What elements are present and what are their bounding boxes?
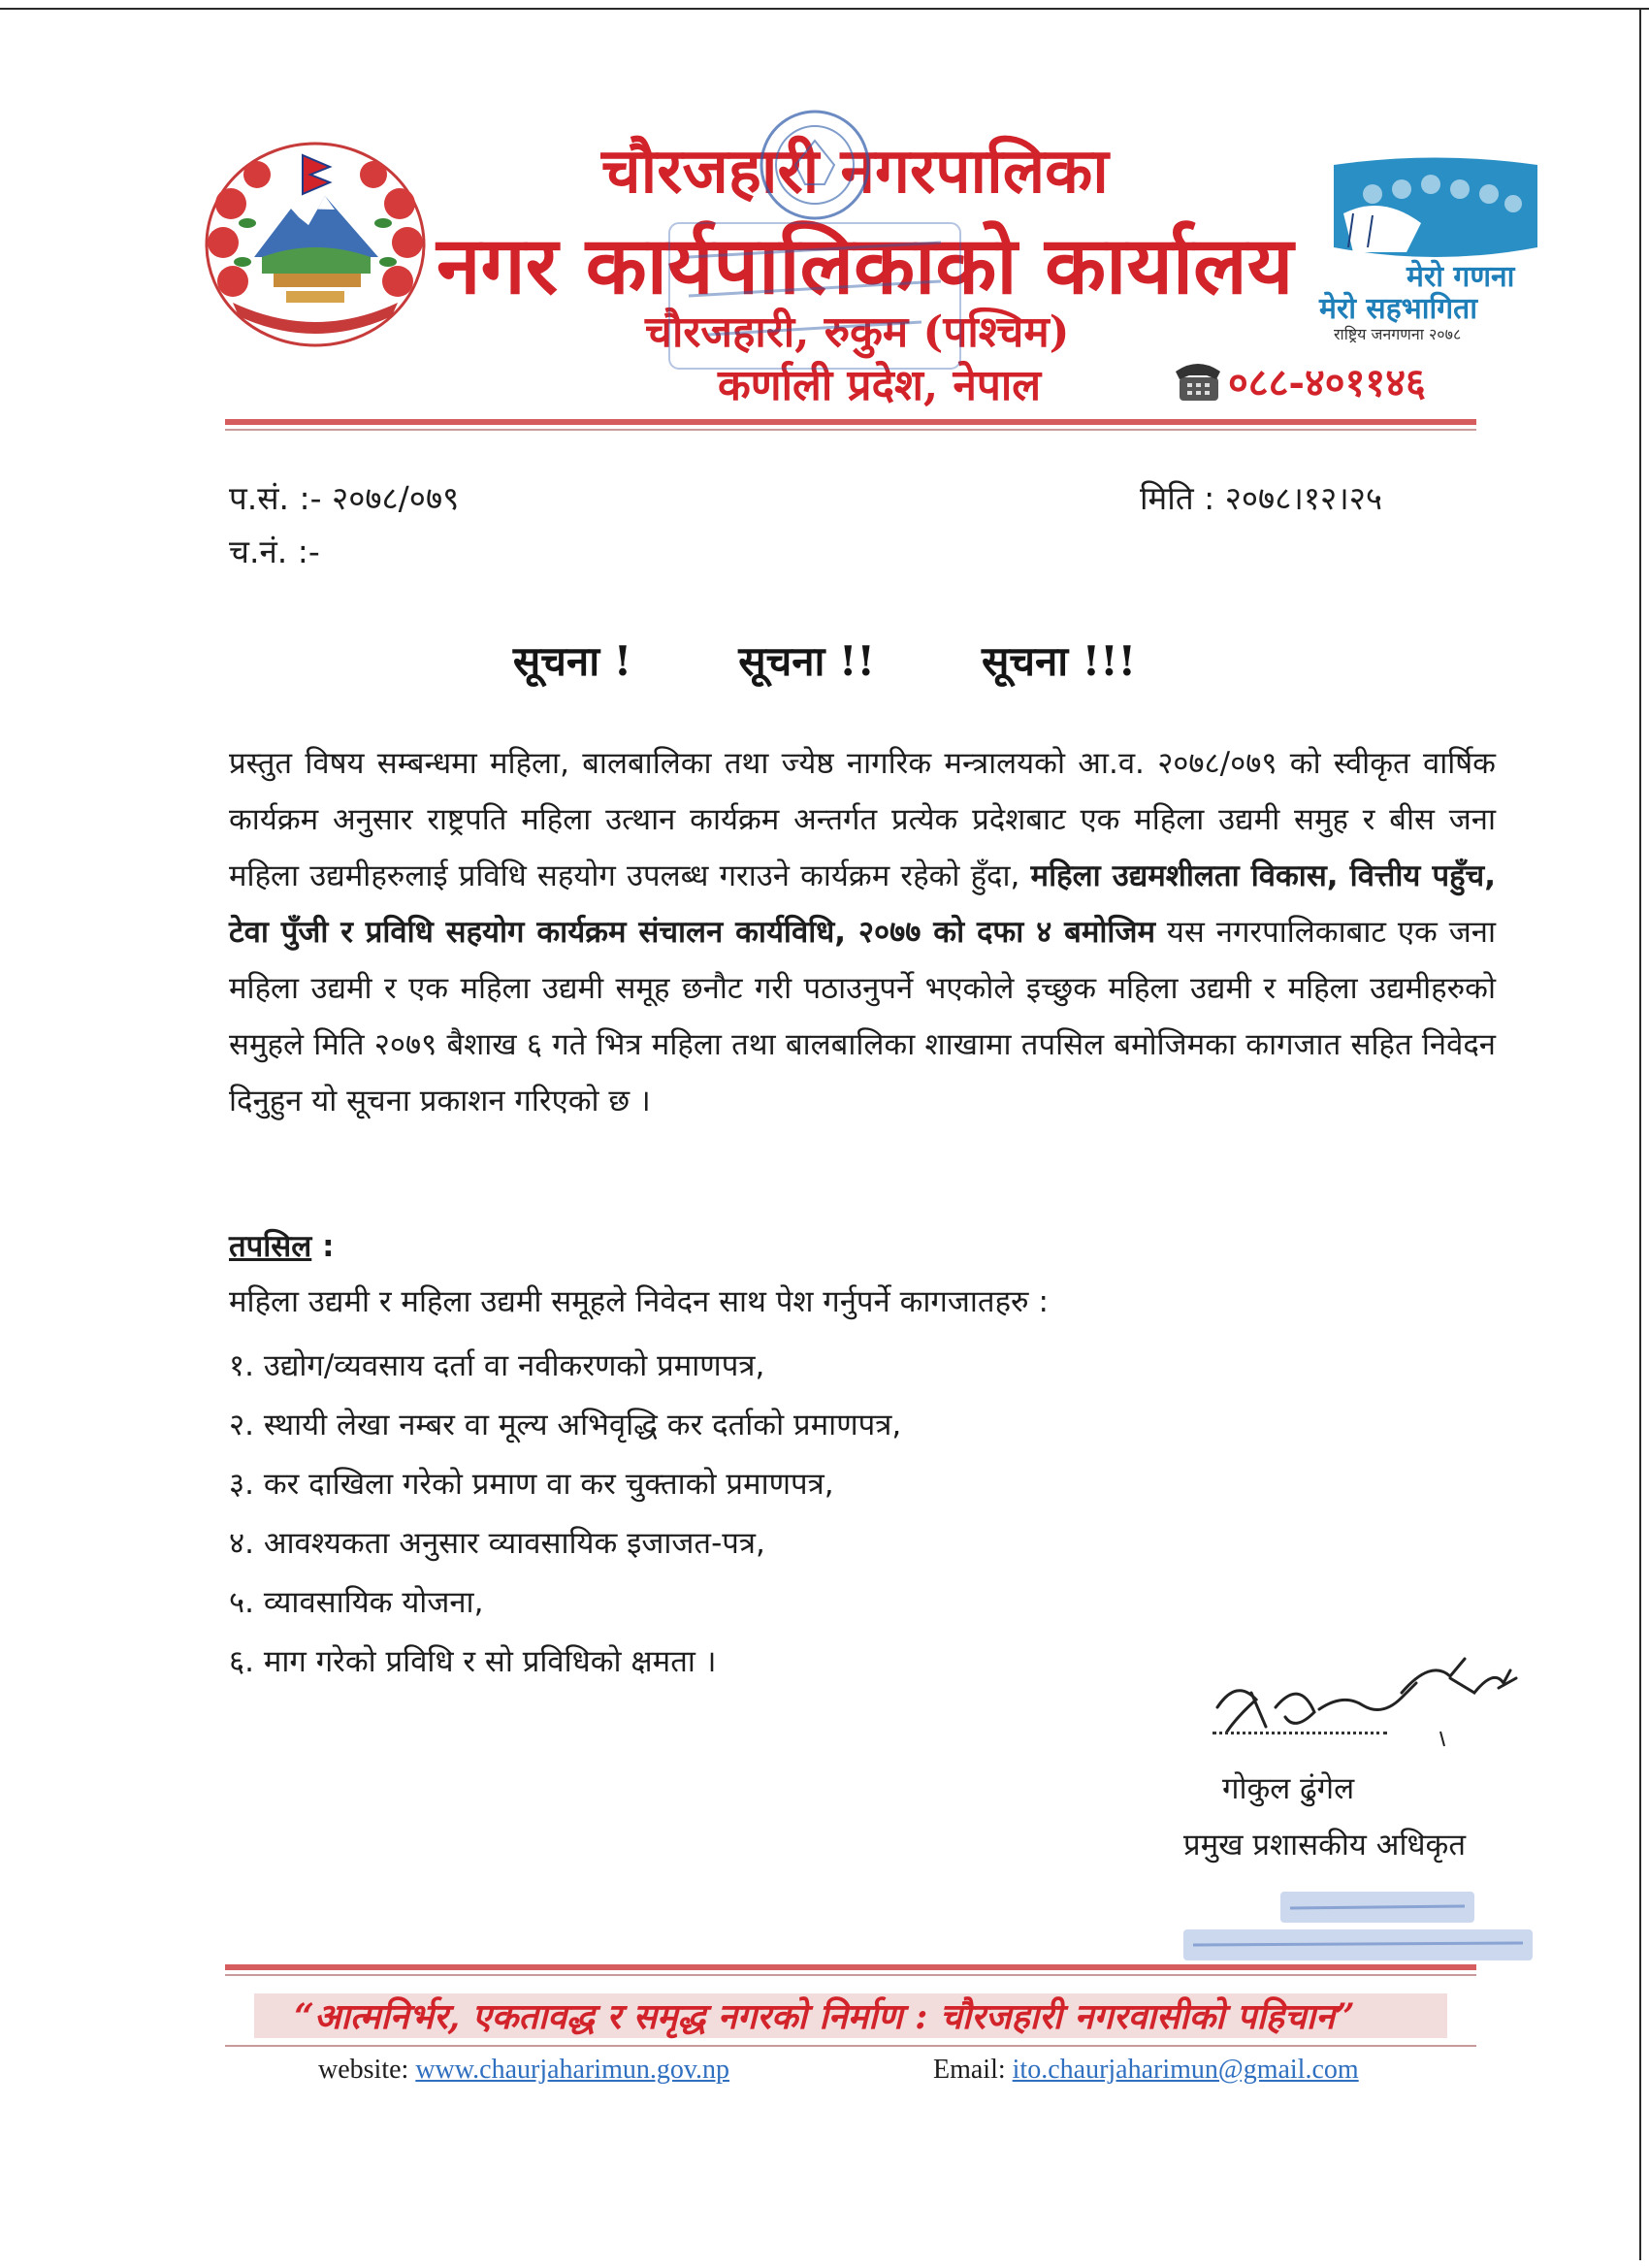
- list-item: १. उद्योग/व्यवसाय दर्ता वा नवीकरणको प्रमाणपत्र,: [229, 1348, 765, 1383]
- office-seal-icon: [582, 97, 1048, 407]
- body-text-1: प्रस्तुत विषय सम्बन्धमा महिला, बालबालिका तथा ज्येष्ठ नागरिक मन्त्रालयको आ.व. २०७८/०७९ को स्वीकृत वार्षिक कार्यक्रम अनुसार राष्ट्रपति महिला उत्थान कार्यक्रम अन्तर्गत प्रत्येक प्रदेशबाट एक महिला उद्यमी समुह र बीस जना महिला उद्यमीहरुलाई प्रविधि सहयोग उपलब्ध गराउने कार्यक्रम रहेको हुँदा,: [229, 746, 1496, 893]
- list-item: ५. व्यावसायिक योजना,: [229, 1585, 484, 1620]
- header-divider: [225, 419, 1476, 425]
- email-label: Email:: [933, 2055, 1013, 2085]
- footer-divider-bottom: [225, 2045, 1476, 2047]
- list-item: ३. कर दाखिला गरेको प्रमाण वा कर चुक्ताको प्रमाणपत्र,: [229, 1467, 834, 1502]
- district-line: चौरजहारी, रुकुम (पश्चिम): [645, 308, 1070, 357]
- census-line1: मेरो गणना: [1406, 260, 1515, 294]
- body-text-3: यस नगरपालिकाबाट एक जना महिला उद्यमी र एक महिला उद्यमी समूह छनौट गरी पठाउनुपर्ने भएकोले इच्छुक महिला उद्यमी र महिला उद्यमीहरुको समुहले मिति २०७९ बैशाख ६ गते भित्र महिला तथा बालबालिका शाखामा तपसिल बमोजिमका कागजात सहित निवेदन दिनुहुन यो सूचना प्रकाशन गरिएको छ ।: [229, 915, 1497, 1118]
- schedule-colon: :: [311, 1229, 335, 1264]
- documents-list: [229, 1337, 901, 1692]
- signature-line: [1212, 1732, 1387, 1734]
- reference-number: प.सं. :- २०७८/०७९: [229, 479, 460, 517]
- email-link[interactable]: ito.chaurjaharimun@gmail.com: [1012, 2055, 1359, 2085]
- documents-intro: महिला उद्यमी र महिला उद्यमी समूहले निवेदन साथ पेश गर्नुपर्ने कागजातहरु :: [229, 1284, 1049, 1319]
- name-stamp-icon: [1174, 1887, 1542, 1964]
- handwritten-signature-icon: [1208, 1639, 1528, 1766]
- municipality-name: चौरजहारी नगरपालिका: [601, 135, 1109, 208]
- notice-word-2: सूचना !!: [738, 637, 875, 685]
- header-divider-thin: [225, 429, 1476, 431]
- website-link[interactable]: www.chaurjaharimun.gov.np: [415, 2055, 730, 2085]
- phone-number: ०८८-४०११४६: [1228, 360, 1426, 405]
- signatory-designation: प्रमुख प्रशासकीय अधिकृत: [1183, 1828, 1467, 1863]
- website-contact: [318, 2055, 729, 2086]
- nepal-emblem-icon: [194, 136, 436, 359]
- footer-slogan: “आत्मनिर्भर, एकतावद्ध र समृद्ध नगरको निर्माण : चौरजहारी नगरवासीको पहिचान”: [294, 1996, 1355, 2037]
- census-line3: राष्ट्रिय जनगणना २०७८: [1334, 325, 1462, 343]
- schedule-label: तपसिल: [229, 1229, 312, 1264]
- schedule-heading: [229, 1225, 334, 1266]
- list-item: ४. आवश्यकता अनुसार व्यावसायिक इजाजत-पत्र,: [229, 1526, 765, 1561]
- office-name: नगर कार्यपालिकाको कार्यालय: [436, 219, 1294, 312]
- body-text-bold: महिला उद्यमशीलता विकास, वित्तीय पहुँच, टेवा पुँजी र प्रविधि सहयोग कार्यक्रम संचालन कार्यविधि, २०७७ को दफा ४ बमोजिम: [229, 859, 1496, 950]
- letterhead: [0, 0, 1649, 427]
- province-line: कर्णाली प्रदेश, नेपाल: [718, 361, 1042, 410]
- list-item: ६. माग गरेको प्रविधि र सो प्रविधिको क्षमता ।: [229, 1644, 717, 1679]
- list-item: २. स्थायी लेखा नम्बर वा मूल्य अभिवृद्धि कर दर्ताको प्रमाणपत्र,: [229, 1408, 902, 1442]
- telephone-icon: [1174, 360, 1222, 403]
- notice-word-1: सूचना !: [512, 637, 632, 685]
- footer-divider: [225, 1964, 1476, 1970]
- signatory-name: गोकुल ढुंगेल: [1222, 1771, 1355, 1806]
- website-label: website:: [318, 2055, 416, 2085]
- letter-date: मिति : २०७८।१२।२५: [1140, 479, 1383, 517]
- notice-body: [229, 735, 1496, 1129]
- email-contact: [933, 2055, 1359, 2086]
- phone-block: [1174, 354, 1426, 407]
- notice-title: [0, 632, 1649, 688]
- footer-divider-thin: [225, 1974, 1476, 1976]
- census-logo-icon: [1314, 155, 1557, 344]
- notice-word-3: सूचना !!!: [981, 637, 1137, 685]
- dispatch-number: च.नं. :-: [229, 533, 320, 570]
- census-line2: मेरो सहभागिता: [1319, 292, 1478, 326]
